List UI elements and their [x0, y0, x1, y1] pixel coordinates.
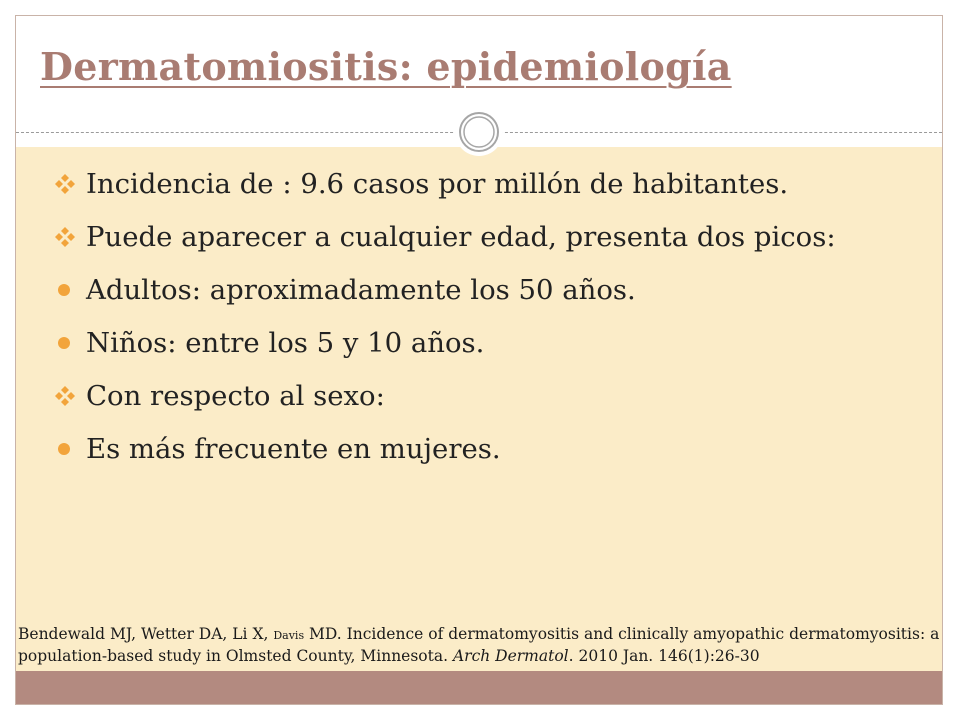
circle-ornament-icon — [453, 106, 505, 158]
dot-bullet-icon — [54, 268, 82, 312]
bullet-item-incidence — [54, 162, 836, 215]
bullet-item-women — [54, 427, 836, 480]
bullet-list — [54, 162, 836, 480]
bullet-text: Incidencia de : 9.6 casos por millón de habitantes. — [86, 168, 789, 200]
reference-title: MD. Incidence of dermatomyositis and clinically amyopathic dermatomyositis: a population-based study in Olmsted County, Minnesota. — [18, 625, 940, 665]
reference-journal: Arch Dermatol — [452, 647, 569, 665]
bullet-item-sex — [54, 374, 836, 427]
dot-bullet-icon — [54, 321, 82, 365]
diamond-bullet-icon — [54, 162, 82, 206]
reference-citation-end: . 2010 Jan. 146(1):26-30 — [568, 647, 760, 665]
bullet-text: Es más frecuente en mujeres. — [86, 433, 501, 465]
bullet-item-adults — [54, 268, 836, 321]
reference-last-author: Davis — [273, 629, 305, 642]
bullet-item-age — [54, 215, 836, 268]
reference-authors: Bendewald MJ, Wetter DA, Li X, — [18, 625, 274, 643]
bullet-text: Con respecto al sexo: — [86, 380, 385, 412]
dot-bullet-icon — [54, 427, 82, 471]
footer-band — [16, 671, 942, 704]
bullet-item-children — [54, 321, 836, 374]
bullet-text: Adultos: aproximadamente los 50 años. — [86, 274, 636, 306]
slide-title: Dermatomiositis: epidemiología — [40, 44, 732, 89]
bullet-text: Niños: entre los 5 y 10 años. — [86, 327, 485, 359]
bullet-text: Puede aparecer a cualquier edad, presenta dos picos: — [86, 221, 836, 253]
diamond-bullet-icon — [54, 215, 82, 259]
diamond-bullet-icon — [54, 374, 82, 418]
reference-citation — [18, 624, 953, 667]
